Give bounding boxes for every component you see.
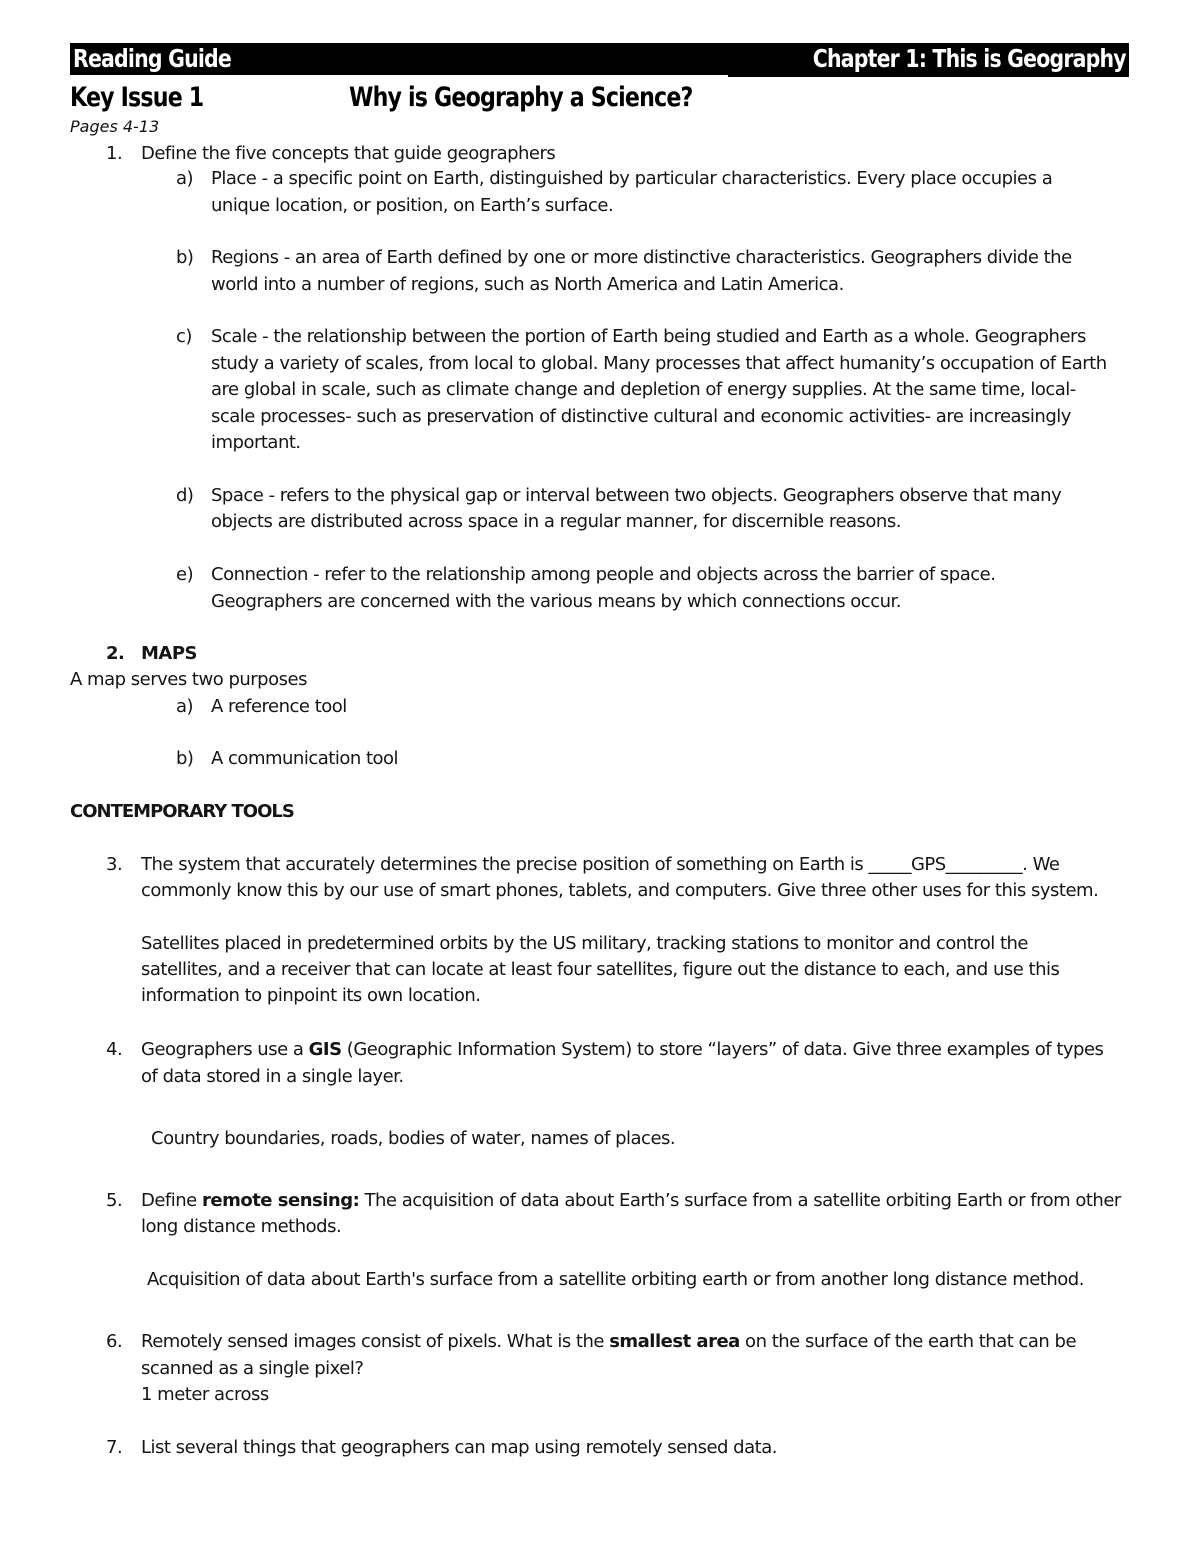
q1d-line2: objects are distributed across space in a regular manner, for discernible reasons.	[211, 511, 901, 532]
q2b-text: A communication tool	[211, 748, 399, 769]
q1b-line1: Regions - an area of Earth defined by one or more distinctive characteristics. Geographers divide the	[211, 247, 1072, 268]
q2-heading: MAPS	[141, 643, 197, 664]
q2-number: 2.	[106, 643, 125, 664]
q4-line1	[141, 1039, 1103, 1061]
q5-post: The acquisition of data about Earth’s surface from a satellite orbiting Earth or from other	[359, 1190, 1121, 1211]
q6-pre: Remotely sensed images consist of pixels. What is the	[141, 1331, 610, 1352]
q1a-marker: a)	[176, 168, 194, 189]
q6-answer: 1 meter across	[141, 1384, 269, 1405]
q4-gis-term: GIS	[308, 1039, 342, 1060]
pages-label: Pages 4-13	[70, 117, 160, 136]
q1-number: 1.	[106, 143, 123, 164]
q3-line2: commonly know this by our use of smart phones, tablets, and computers. Give three other uses for this system.	[141, 880, 1099, 901]
q1a-line2: unique location, or position, on Earth’s surface.	[211, 195, 614, 216]
q7-number: 7.	[106, 1437, 123, 1458]
q5-remote-sensing-term: remote sensing:	[201, 1190, 360, 1211]
q6-line2: scanned as a single pixel?	[141, 1358, 364, 1379]
key-issue-question: Why is Geography a Science?	[349, 82, 693, 113]
q4-pre: Geographers use a	[141, 1039, 309, 1060]
q1c-line2: study a variety of scales, from local to global. Many processes that affect humanity’s occupation of Earth	[211, 353, 1107, 374]
q3-number: 3.	[106, 854, 123, 875]
q1c-line3: are global in scale, such as climate change and depletion of energy supplies. At the same time, local-	[211, 379, 1076, 400]
q1d-line1: Space - refers to the physical gap or interval between two objects. Geographers observe that many	[211, 485, 1062, 506]
q4-answer: Country boundaries, roads, bodies of water, names of places.	[151, 1128, 676, 1149]
key-issue-label: Key Issue 1	[70, 82, 204, 113]
q1c-line5: important.	[211, 432, 301, 453]
q3-answer-line2: satellites, and a receiver that can locate at least four satellites, figure out the distance to each, and use this	[141, 959, 1060, 980]
q1c-line4: scale processes- such as preservation of distinctive cultural and economic activities- are increasingly	[211, 406, 1071, 427]
contemporary-tools-heading: CONTEMPORARY TOOLS	[70, 801, 294, 822]
q1b-line2: world into a number of regions, such as North America and Latin America.	[211, 274, 844, 295]
q5-answer: Acquisition of data about Earth's surface from a satellite orbiting earth or from another long distance method.	[147, 1269, 1084, 1290]
q5-line2: long distance methods.	[141, 1216, 342, 1237]
q5-pre: Define	[141, 1190, 202, 1211]
q3-answer-line3: information to pinpoint its own location.	[141, 985, 481, 1006]
header-title-left: Reading Guide	[73, 44, 232, 73]
q2b-marker: b)	[176, 748, 194, 769]
q1e-line2: Geographers are concerned with the various means by which connections occur.	[211, 591, 901, 612]
q4-line2: of data stored in a single layer.	[141, 1066, 404, 1087]
q6-post: on the surface of the earth that can be	[739, 1331, 1077, 1352]
q6-smallest-area-term: smallest area	[609, 1331, 740, 1352]
q5-line1	[141, 1190, 1121, 1212]
q3-line1: The system that accurately determines the precise position of something on Earth is _____GPS_________. We	[141, 854, 1060, 875]
q2a-marker: a)	[176, 696, 194, 717]
q1c-line1: Scale - the relationship between the portion of Earth being studied and Earth as a whole. Geographers	[211, 326, 1086, 347]
q1a-line1: Place - a specific point on Earth, distinguished by particular characteristics. Every place occupies a	[211, 168, 1053, 189]
q1c-marker: c)	[176, 326, 192, 347]
q6-number: 6.	[106, 1331, 123, 1352]
q2-intro: A map serves two purposes	[70, 669, 307, 690]
q1d-marker: d)	[176, 485, 194, 506]
q7-text: List several things that geographers can map using remotely sensed data.	[141, 1437, 777, 1458]
q1b-marker: b)	[176, 247, 194, 268]
q3-answer-line1: Satellites placed in predetermined orbits by the US military, tracking stations to monitor and control the	[141, 933, 1029, 954]
q1e-line1: Connection - refer to the relationship among people and objects across the barrier of space.	[211, 564, 996, 585]
header-title-right: Chapter 1: This is Geography	[812, 44, 1126, 73]
header-rule	[728, 75, 1129, 77]
q4-number: 4.	[106, 1039, 123, 1060]
q2a-text: A reference tool	[211, 696, 347, 717]
q1-text: Define the five concepts that guide geographers	[141, 143, 556, 164]
q1e-marker: e)	[176, 564, 194, 585]
q4-post: (Geographic Information System) to store “layers” of data. Give three examples of types	[341, 1039, 1104, 1060]
q6-line1	[141, 1331, 1076, 1353]
q5-number: 5.	[106, 1190, 123, 1211]
